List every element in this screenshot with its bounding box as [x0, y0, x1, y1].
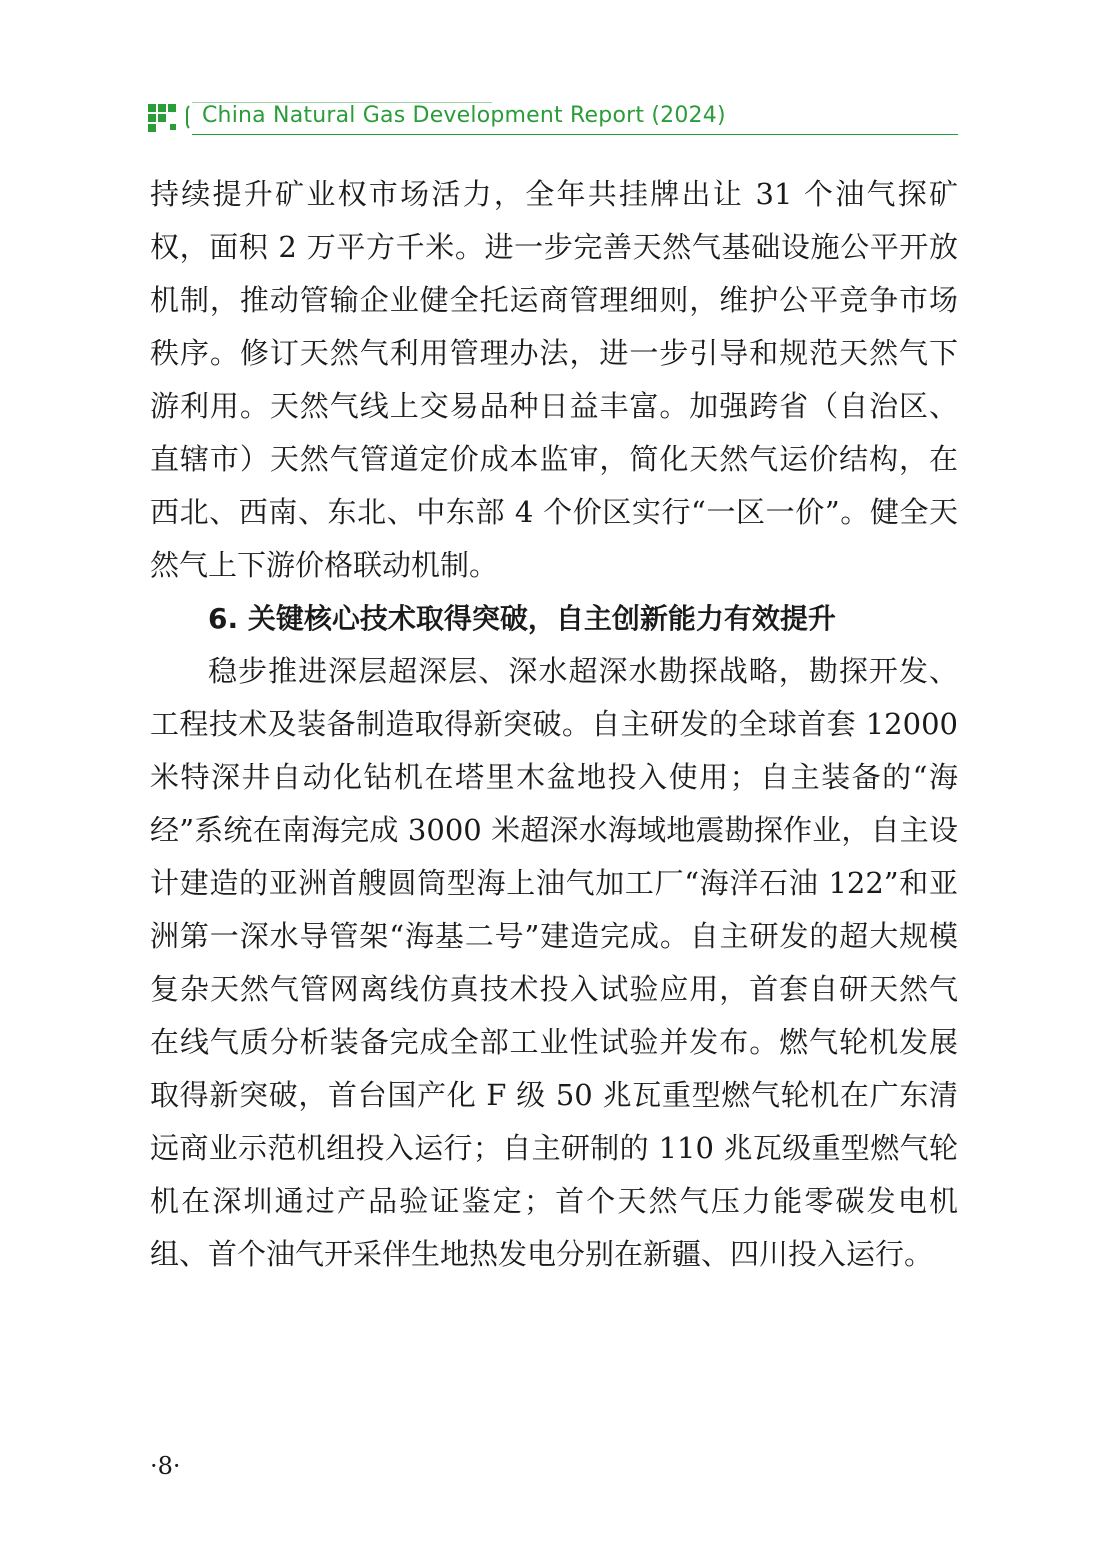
page-header [148, 100, 958, 136]
body-text [150, 168, 958, 1281]
body-paragraph: 持续提升矿业权市场活力，全年共挂牌出让 31 个油气探矿权，面积 2 万平方千米。进一步完善天然气基础设施公平开放机制，推动管输企业健全托运商管理细则，维护公平竞争市场秩序。修订天然气利用管理办法，进一步引导和规范天然气下游利用。天然气线上交易品种日益丰富。加强跨省（自治区、直辖市）天然气管道定价成本监审，简化天然气运价结构，在西北、西南、东北、中东部 4 个价区实行“一区一价”。健全天然气上下游价格联动机制。 [150, 177, 958, 582]
page-number: ·8· [150, 1452, 181, 1480]
section-heading: 6. 关键核心技术取得突破，自主创新能力有效提升 [208, 602, 836, 635]
header-rule [192, 134, 958, 135]
header-bracket [186, 103, 196, 131]
section-paragraph: 稳步推进深层超深层、深水超深水勘探战略，勘探开发、工程技术及装备制造取得新突破。自主研发的全球首套 12000 米特深井自动化钻机在塔里木盆地投入使用；自主装备的“海经”系统在南海完成 3000 米超深水海域地震勘探作业，自主设计建造的亚洲首艘圆筒型海上油气加工厂“海洋石油 122”和亚洲第一深水导管架“海基二号”建造完成。自主研发的超大规模复杂天然气管网离线仿真技术投入试验应用，首套自研天然气在线气质分析装备完成全部工业性试验并发布。燃气轮机发展取得新突破，首台国产化 F 级 50 兆瓦重型燃气轮机在广东清远商业示范机组投入运行；自主研制的 110 兆瓦级重型燃气轮机在深圳通过产品验证鉴定；首个天然气压力能零碳发电机组、首个油气开采伴生地热发电分别在新疆、四川投入运行。 [150, 654, 958, 1271]
header-title: China Natural Gas Development Report (2024) [202, 103, 726, 128]
green-square-grid-logo-icon [148, 104, 182, 134]
